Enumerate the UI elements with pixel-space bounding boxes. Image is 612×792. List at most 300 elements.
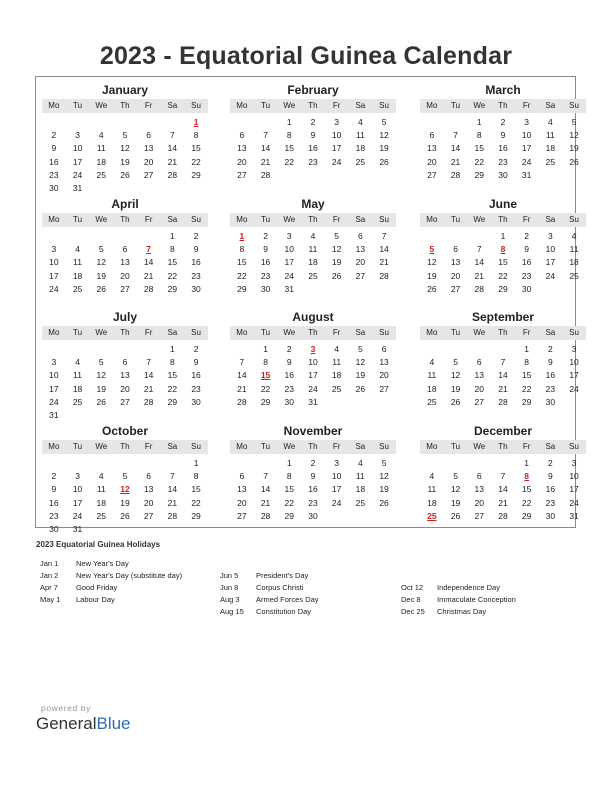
day-cell: 2 xyxy=(286,344,292,354)
day-cell: 23 xyxy=(308,497,318,508)
day-cell: 11 xyxy=(96,143,106,154)
day-cell: 15 xyxy=(474,143,484,154)
day-cell: 26 xyxy=(379,497,389,508)
weekday-label: Mo xyxy=(48,101,60,110)
day-cell: 30 xyxy=(49,523,59,534)
month-name: June xyxy=(488,197,517,211)
empty-cell xyxy=(113,343,137,356)
day-cell: 8 xyxy=(476,130,482,141)
weekday-label: Mo xyxy=(48,328,60,337)
day-cell: 30 xyxy=(284,396,294,407)
empty-cell xyxy=(137,116,161,129)
empty-cell xyxy=(467,230,491,243)
day-cell: 24 xyxy=(49,283,59,294)
empty-cell xyxy=(420,343,444,356)
holiday-day-cell: 7 xyxy=(146,244,152,255)
day-cell: 28 xyxy=(379,270,389,281)
day-cell: 31 xyxy=(284,283,294,294)
day-cell: 16 xyxy=(308,484,318,495)
day-cell: 20 xyxy=(427,156,437,167)
day-cell: 30 xyxy=(498,169,508,180)
month-name: July xyxy=(112,310,137,324)
weekday-label: We xyxy=(95,328,108,337)
month-may xyxy=(230,196,396,296)
empty-cell xyxy=(89,116,113,129)
day-cell: 9 xyxy=(310,130,316,141)
day-cell: 27 xyxy=(450,283,461,294)
day-cell: 16 xyxy=(49,156,59,167)
empty-cell xyxy=(66,230,90,243)
weekday-label: We xyxy=(473,215,486,224)
weekday-label: Tu xyxy=(73,101,83,110)
weekday-label: Mo xyxy=(426,328,438,337)
day-cell: 7 xyxy=(500,471,506,482)
holiday-row xyxy=(220,594,319,606)
day-cell: 20 xyxy=(120,383,130,394)
holiday-column xyxy=(401,582,516,618)
day-grid xyxy=(420,230,586,296)
day-cell: 9 xyxy=(263,244,268,255)
day-cell: 5 xyxy=(571,117,577,127)
logo-text-blue: Blue xyxy=(96,714,131,733)
powered-by-text: powered by xyxy=(41,703,91,713)
day-cell: 25 xyxy=(331,383,342,394)
day-cell: 24 xyxy=(569,497,579,508)
day-cell: 20 xyxy=(474,383,484,394)
weekday-header xyxy=(42,440,208,454)
day-grid xyxy=(230,343,396,409)
day-cell: 3 xyxy=(334,458,340,468)
empty-cell xyxy=(42,343,66,356)
empty-cell xyxy=(113,230,137,243)
day-cell: 4 xyxy=(358,458,363,468)
weekday-label: Tu xyxy=(451,328,461,337)
empty-cell xyxy=(420,457,444,470)
day-cell: 6 xyxy=(239,471,245,482)
day-cell: 12 xyxy=(379,130,389,141)
weekday-label: Mo xyxy=(48,442,60,451)
day-cell: 29 xyxy=(191,169,201,180)
month-june xyxy=(420,196,586,296)
day-cell: 17 xyxy=(284,257,294,268)
day-cell: 7 xyxy=(476,244,482,255)
day-cell: 13 xyxy=(450,257,461,268)
day-cell: 21 xyxy=(167,497,178,508)
holiday-row xyxy=(401,582,516,594)
holiday-name: New Year's Day xyxy=(76,559,129,568)
day-cell: 8 xyxy=(193,130,199,141)
empty-cell xyxy=(89,343,113,356)
weekday-label: Su xyxy=(191,101,201,110)
day-cell: 24 xyxy=(331,156,342,167)
day-cell: 23 xyxy=(498,156,508,167)
day-cell: 25 xyxy=(96,169,106,180)
holiday-day-cell: 8 xyxy=(500,244,506,255)
day-cell: 4 xyxy=(429,471,435,482)
day-cell: 22 xyxy=(284,497,294,508)
weekday-label: Fr xyxy=(332,101,341,110)
weekday-label: We xyxy=(283,442,296,451)
day-cell: 19 xyxy=(331,257,342,268)
day-cell: 7 xyxy=(263,130,268,141)
day-cell: 3 xyxy=(51,244,57,255)
day-cell: 3 xyxy=(75,471,80,482)
day-cell: 1 xyxy=(524,458,530,468)
weekday-label: Th xyxy=(498,442,508,451)
day-cell: 31 xyxy=(521,169,532,180)
weekday-label: Su xyxy=(379,328,389,337)
day-cell: 5 xyxy=(98,357,104,368)
day-cell: 30 xyxy=(260,283,271,294)
day-cell: 20 xyxy=(120,270,130,281)
day-cell: 14 xyxy=(167,484,178,495)
weekday-header xyxy=(42,99,208,113)
day-cell: 13 xyxy=(237,143,247,154)
holiday-day-cell: 5 xyxy=(429,244,435,255)
day-cell: 6 xyxy=(358,231,363,241)
day-cell: 11 xyxy=(73,370,82,381)
day-cell: 14 xyxy=(237,370,247,381)
generalblue-logo[interactable] xyxy=(36,714,131,734)
day-cell: 16 xyxy=(521,257,532,268)
brand-footer xyxy=(36,703,131,734)
weekday-label: We xyxy=(95,442,108,451)
day-cell: 25 xyxy=(72,283,83,294)
weekday-label: Mo xyxy=(48,215,60,224)
day-cell: 4 xyxy=(571,231,577,241)
empty-cell xyxy=(137,457,161,470)
day-cell: 2 xyxy=(51,130,57,141)
day-cell: 14 xyxy=(474,257,484,268)
weekday-label: Su xyxy=(191,442,201,451)
day-cell: 21 xyxy=(143,270,154,281)
day-cell: 12 xyxy=(96,257,106,268)
day-cell: 1 xyxy=(193,458,199,468)
empty-cell xyxy=(89,230,113,243)
day-cell: 29 xyxy=(260,396,271,407)
weekday-label: Mo xyxy=(426,101,438,110)
day-cell: 19 xyxy=(379,484,389,495)
day-cell: 19 xyxy=(569,143,579,154)
day-cell: 20 xyxy=(237,497,247,508)
day-cell: 1 xyxy=(476,117,482,127)
day-cell: 20 xyxy=(474,497,484,508)
weekday-label: We xyxy=(473,442,486,451)
month-january xyxy=(42,82,208,195)
day-cell: 5 xyxy=(122,471,128,482)
day-cell: 22 xyxy=(260,383,271,394)
day-cell: 24 xyxy=(308,383,318,394)
day-cell: 2 xyxy=(51,471,57,482)
day-cell: 2 xyxy=(524,231,530,241)
day-cell: 10 xyxy=(49,370,59,381)
day-grid xyxy=(420,116,586,182)
day-cell: 11 xyxy=(355,130,365,141)
weekday-label: Tu xyxy=(73,442,83,451)
page-title: 2023 - Equatorial Guinea Calendar xyxy=(99,42,513,70)
day-cell: 12 xyxy=(450,370,461,381)
day-cell: 6 xyxy=(146,471,152,482)
weekday-header xyxy=(42,213,208,227)
empty-cell xyxy=(66,343,90,356)
weekday-label: Sa xyxy=(355,442,366,451)
weekday-label: Sa xyxy=(545,101,556,110)
weekday-header xyxy=(42,326,208,340)
day-cell: 2 xyxy=(310,117,316,127)
day-cell: 31 xyxy=(569,510,579,521)
month-february xyxy=(230,82,396,182)
day-cell: 27 xyxy=(120,283,130,294)
day-cell: 18 xyxy=(96,497,106,508)
holiday-name: Immaculate Conception xyxy=(437,595,516,604)
weekday-label: Fr xyxy=(144,101,153,110)
day-cell: 10 xyxy=(331,471,342,482)
day-cell: 29 xyxy=(167,283,178,294)
weekday-label: Su xyxy=(191,328,201,337)
day-cell: 31 xyxy=(72,182,83,193)
day-cell: 21 xyxy=(474,270,484,281)
day-cell: 13 xyxy=(474,484,484,495)
weekday-label: Th xyxy=(498,215,508,224)
day-cell: 26 xyxy=(379,156,389,167)
day-cell: 4 xyxy=(358,117,363,127)
day-cell: 25 xyxy=(355,156,366,167)
day-cell: 11 xyxy=(427,370,437,381)
holiday-column xyxy=(40,558,182,606)
day-cell: 18 xyxy=(72,383,83,394)
month-july xyxy=(42,309,208,422)
holiday-column xyxy=(220,570,319,618)
day-cell: 23 xyxy=(49,510,59,521)
day-cell: 28 xyxy=(237,396,247,407)
weekday-header xyxy=(420,326,586,340)
day-cell: 27 xyxy=(427,169,437,180)
month-name: October xyxy=(101,424,148,438)
weekday-label: Fr xyxy=(522,215,531,224)
weekday-label: Su xyxy=(569,101,579,110)
day-cell: 21 xyxy=(379,257,389,268)
day-cell: 6 xyxy=(146,130,152,141)
weekday-label: Mo xyxy=(236,442,248,451)
holiday-day-cell: 8 xyxy=(524,471,530,482)
empty-cell xyxy=(491,457,515,470)
day-cell: 10 xyxy=(331,130,342,141)
day-grid xyxy=(230,230,396,296)
day-cell: 24 xyxy=(72,169,83,180)
day-cell: 4 xyxy=(75,244,80,255)
day-cell: 3 xyxy=(524,117,530,127)
empty-cell xyxy=(444,116,468,129)
day-cell: 26 xyxy=(96,396,106,407)
empty-cell xyxy=(42,230,66,243)
day-cell: 26 xyxy=(450,396,461,407)
weekday-label: We xyxy=(473,328,486,337)
holiday-name: Good Friday xyxy=(76,583,118,592)
day-cell: 19 xyxy=(379,143,389,154)
weekday-header xyxy=(230,440,396,454)
day-cell: 3 xyxy=(75,130,80,141)
day-cell: 28 xyxy=(450,169,461,180)
weekday-label: Sa xyxy=(167,215,178,224)
holiday-day-cell: 3 xyxy=(310,344,316,354)
day-cell: 26 xyxy=(120,510,130,521)
day-cell: 6 xyxy=(476,471,482,482)
day-cell: 4 xyxy=(334,344,340,354)
day-cell: 29 xyxy=(237,283,247,294)
day-cell: 6 xyxy=(122,357,128,368)
day-cell: 15 xyxy=(237,257,247,268)
empty-cell xyxy=(420,116,444,129)
day-cell: 5 xyxy=(453,471,458,482)
day-cell: 19 xyxy=(120,156,130,167)
day-cell: 21 xyxy=(260,497,271,508)
day-cell: 27 xyxy=(355,270,366,281)
day-cell: 26 xyxy=(331,270,342,281)
day-cell: 15 xyxy=(167,370,178,381)
weekday-label: Sa xyxy=(355,101,366,110)
empty-cell xyxy=(420,230,444,243)
day-cell: 18 xyxy=(427,383,437,394)
day-cell: 25 xyxy=(308,270,318,281)
month-august xyxy=(230,309,396,409)
day-cell: 8 xyxy=(286,130,292,141)
weekday-label: Sa xyxy=(545,215,556,224)
day-cell: 12 xyxy=(379,471,389,482)
day-cell: 26 xyxy=(427,283,437,294)
holiday-row xyxy=(220,606,319,618)
day-cell: 8 xyxy=(193,471,199,482)
empty-cell xyxy=(444,457,468,470)
day-cell: 13 xyxy=(120,370,130,381)
day-cell: 13 xyxy=(355,244,366,255)
day-cell: 2 xyxy=(548,458,553,468)
day-cell: 15 xyxy=(284,484,294,495)
day-cell: 18 xyxy=(72,270,83,281)
day-cell: 8 xyxy=(263,357,268,368)
day-cell: 1 xyxy=(524,344,530,354)
day-cell: 20 xyxy=(237,156,247,167)
holiday-date: Oct 12 xyxy=(401,583,424,592)
weekday-label: Fr xyxy=(522,101,531,110)
day-cell: 19 xyxy=(96,270,106,281)
day-cell: 26 xyxy=(96,283,106,294)
day-cell: 13 xyxy=(474,370,484,381)
weekday-label: Fr xyxy=(144,442,153,451)
day-cell: 11 xyxy=(332,357,342,368)
day-cell: 20 xyxy=(143,497,154,508)
day-cell: 31 xyxy=(72,523,83,534)
day-cell: 22 xyxy=(284,156,294,167)
logo-text-general: General xyxy=(36,714,97,733)
day-cell: 25 xyxy=(569,270,579,281)
weekday-label: Th xyxy=(120,101,130,110)
day-cell: 22 xyxy=(191,156,201,167)
day-cell: 13 xyxy=(143,484,154,495)
holiday-row xyxy=(40,594,182,606)
day-cell: 6 xyxy=(429,130,435,141)
day-cell: 9 xyxy=(548,357,553,368)
day-cell: 18 xyxy=(308,257,318,268)
day-cell: 23 xyxy=(545,383,556,394)
holiday-date: Apr 7 xyxy=(40,583,58,592)
day-cell: 2 xyxy=(548,344,553,354)
day-cell: 10 xyxy=(308,357,318,368)
day-cell: 15 xyxy=(191,484,201,495)
holiday-row xyxy=(40,558,182,570)
day-cell: 4 xyxy=(75,357,80,368)
day-cell: 19 xyxy=(355,370,366,381)
day-cell: 28 xyxy=(143,396,154,407)
day-cell: 7 xyxy=(453,130,458,141)
day-cell: 12 xyxy=(331,244,342,255)
day-cell: 4 xyxy=(548,117,553,127)
day-cell: 29 xyxy=(498,283,508,294)
day-cell: 9 xyxy=(51,484,57,495)
empty-cell xyxy=(467,343,491,356)
weekday-header xyxy=(420,440,586,454)
day-cell: 14 xyxy=(450,143,461,154)
weekday-label: Tu xyxy=(451,442,461,451)
day-cell: 27 xyxy=(474,510,484,521)
empty-cell xyxy=(161,457,185,470)
weekday-label: Th xyxy=(308,215,318,224)
weekday-label: Th xyxy=(498,328,508,337)
day-cell: 23 xyxy=(308,156,318,167)
day-cell: 5 xyxy=(358,344,363,354)
day-cell: 14 xyxy=(143,257,154,268)
month-name: March xyxy=(485,83,521,97)
holiday-row xyxy=(401,606,516,618)
day-cell: 19 xyxy=(120,497,130,508)
day-cell: 24 xyxy=(331,497,342,508)
day-cell: 24 xyxy=(284,270,294,281)
weekday-label: Mo xyxy=(236,328,248,337)
day-cell: 20 xyxy=(355,257,366,268)
day-cell: 29 xyxy=(191,510,201,521)
day-cell: 6 xyxy=(122,244,128,255)
holiday-date: Jun 8 xyxy=(220,583,239,592)
day-cell: 2 xyxy=(263,231,268,241)
day-cell: 18 xyxy=(427,497,437,508)
day-cell: 12 xyxy=(96,370,106,381)
day-cell: 16 xyxy=(498,143,508,154)
day-cell: 29 xyxy=(474,169,484,180)
weekday-label: Fr xyxy=(332,442,341,451)
day-cell: 5 xyxy=(453,357,458,368)
empty-cell xyxy=(137,230,161,243)
day-cell: 28 xyxy=(260,510,271,521)
day-cell: 28 xyxy=(260,169,271,180)
day-cell: 31 xyxy=(49,409,59,420)
day-cell: 30 xyxy=(521,283,532,294)
day-cell: 1 xyxy=(170,344,175,354)
weekday-label: Su xyxy=(379,442,389,451)
empty-cell xyxy=(66,457,90,470)
empty-cell xyxy=(89,457,113,470)
day-cell: 14 xyxy=(379,244,389,255)
day-cell: 22 xyxy=(237,270,247,281)
day-cell: 9 xyxy=(286,357,292,368)
day-cell: 18 xyxy=(355,484,366,495)
day-cell: 28 xyxy=(143,283,154,294)
day-cell: 17 xyxy=(49,270,59,281)
day-cell: 24 xyxy=(49,396,59,407)
empty-cell xyxy=(113,457,137,470)
day-cell: 24 xyxy=(521,156,532,167)
day-cell: 4 xyxy=(310,231,316,241)
day-cell: 13 xyxy=(143,143,154,154)
day-cell: 3 xyxy=(334,117,340,127)
